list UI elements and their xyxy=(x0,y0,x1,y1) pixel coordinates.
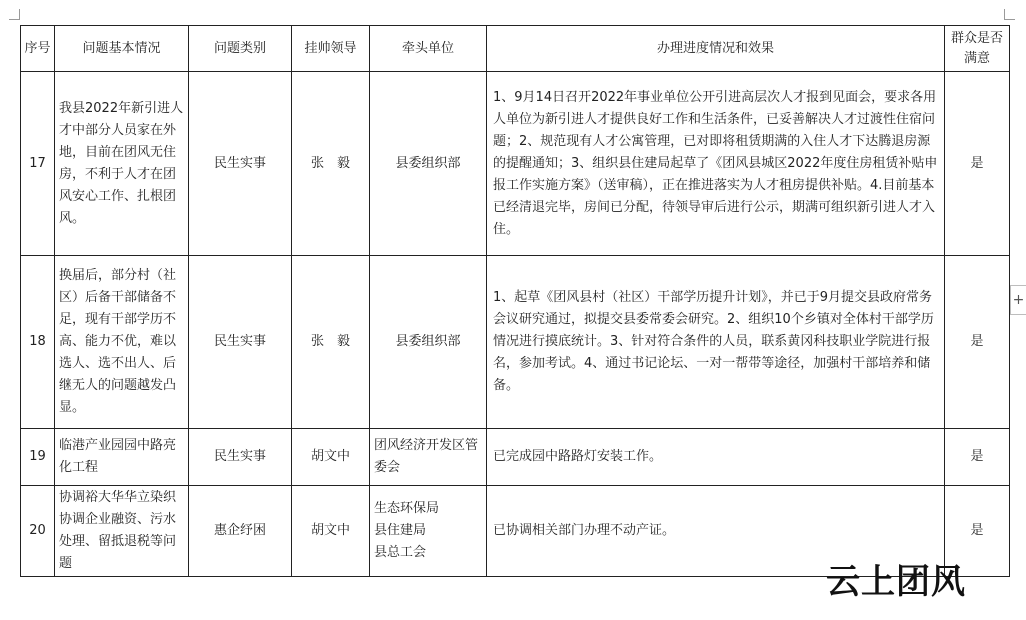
corner-crop-mark-left xyxy=(9,9,20,20)
expand-plus-button[interactable]: + xyxy=(1010,285,1026,315)
corner-crop-mark-right xyxy=(1004,9,1015,20)
row-category: 惠企纾困 xyxy=(189,486,292,577)
row-leader: 胡文中 xyxy=(292,486,370,577)
row-index: 18 xyxy=(21,256,55,429)
header-category: 问题类别 xyxy=(189,26,292,72)
row-leader: 张 毅 xyxy=(292,72,370,256)
header-index: 序号 xyxy=(21,26,55,72)
unit-line: 县总工会 xyxy=(374,545,427,560)
row-progress: 1、起草《团风县村（社区）干部学历提升计划》，并已于9月提交县政府常务会议研究通过，拟提交县委常委会研究。2、组织10个乡镇对全体村干部学历情况进行摸底统计。3、针对符合条件的人员，联系黄冈科技职业学院进行报名，参加考试。4、通过书记论坛、一对一帮带等途径，加强村干部培养和储备。 xyxy=(487,256,945,429)
header-progress: 办理进度情况和效果 xyxy=(487,26,945,72)
row-progress: 已协调相关部门办理不动产证。 xyxy=(487,486,945,577)
header-unit: 牵头单位 xyxy=(370,26,487,72)
row-category: 民生实事 xyxy=(189,256,292,429)
row-problem: 临港产业园园中路亮化工程 xyxy=(55,429,189,486)
unit-line: 县住建局 xyxy=(374,523,427,538)
row-unit xyxy=(370,486,487,577)
row-index: 19 xyxy=(21,429,55,486)
table-row xyxy=(21,72,1010,256)
row-progress: 已完成园中路路灯安装工作。 xyxy=(487,429,945,486)
watermark-logo-text: 云上团风 xyxy=(826,562,966,602)
table-header-row xyxy=(21,26,1010,72)
header-satisfied: 群众是否满意 xyxy=(945,26,1010,72)
unit-line: 生态环保局 xyxy=(374,501,440,516)
row-index: 20 xyxy=(21,486,55,577)
row-satisfied: 是 xyxy=(945,486,1010,577)
row-unit: 县委组织部 xyxy=(370,72,487,256)
row-index: 17 xyxy=(21,72,55,256)
row-satisfied: 是 xyxy=(945,429,1010,486)
row-unit: 县委组织部 xyxy=(370,256,487,429)
table-row xyxy=(21,256,1010,429)
row-leader: 张 毅 xyxy=(292,256,370,429)
row-satisfied: 是 xyxy=(945,72,1010,256)
row-problem: 协调裕大华华立染织协调企业融资、污水处理、留抵退税等问题 xyxy=(55,486,189,577)
row-category: 民生实事 xyxy=(189,429,292,486)
row-satisfied: 是 xyxy=(945,256,1010,429)
progress-table xyxy=(20,25,1010,577)
row-category: 民生实事 xyxy=(189,72,292,256)
row-problem: 我县2022年新引进人才中部分人员家在外地，目前在团风无住房，不利于人才在团风安心工作、扎根团风。 xyxy=(55,72,189,256)
header-problem: 问题基本情况 xyxy=(55,26,189,72)
row-unit: 团风经济开发区管委会 xyxy=(370,429,487,486)
header-leader: 挂帅领导 xyxy=(292,26,370,72)
row-problem: 换届后，部分村（社区）后备干部储备不足，现有干部学历不高、能力不优，难以选人、选不出人、后继无人的问题越发凸显。 xyxy=(55,256,189,429)
table-row xyxy=(21,429,1010,486)
row-progress: 1、9月14日召开2022年事业单位公开引进高层次人才报到见面会，要求各用人单位为新引进人才提供良好工作和生活条件，已妥善解决人才过渡性住宿问题；2、规范现有人才公寓管理，已对即将租赁期满的入住人才下达腾退房源的提醒通知；3、组织县住建局起草了《团风县城区2022年度住房租赁补贴申报工作实施方案》（送审稿），正在推进落实为人才租房提供补贴。4.目前基本已经清退完毕，房间已分配，待领导审后进行公示，期满可组织新引进人才入住。 xyxy=(487,72,945,256)
row-leader: 胡文中 xyxy=(292,429,370,486)
